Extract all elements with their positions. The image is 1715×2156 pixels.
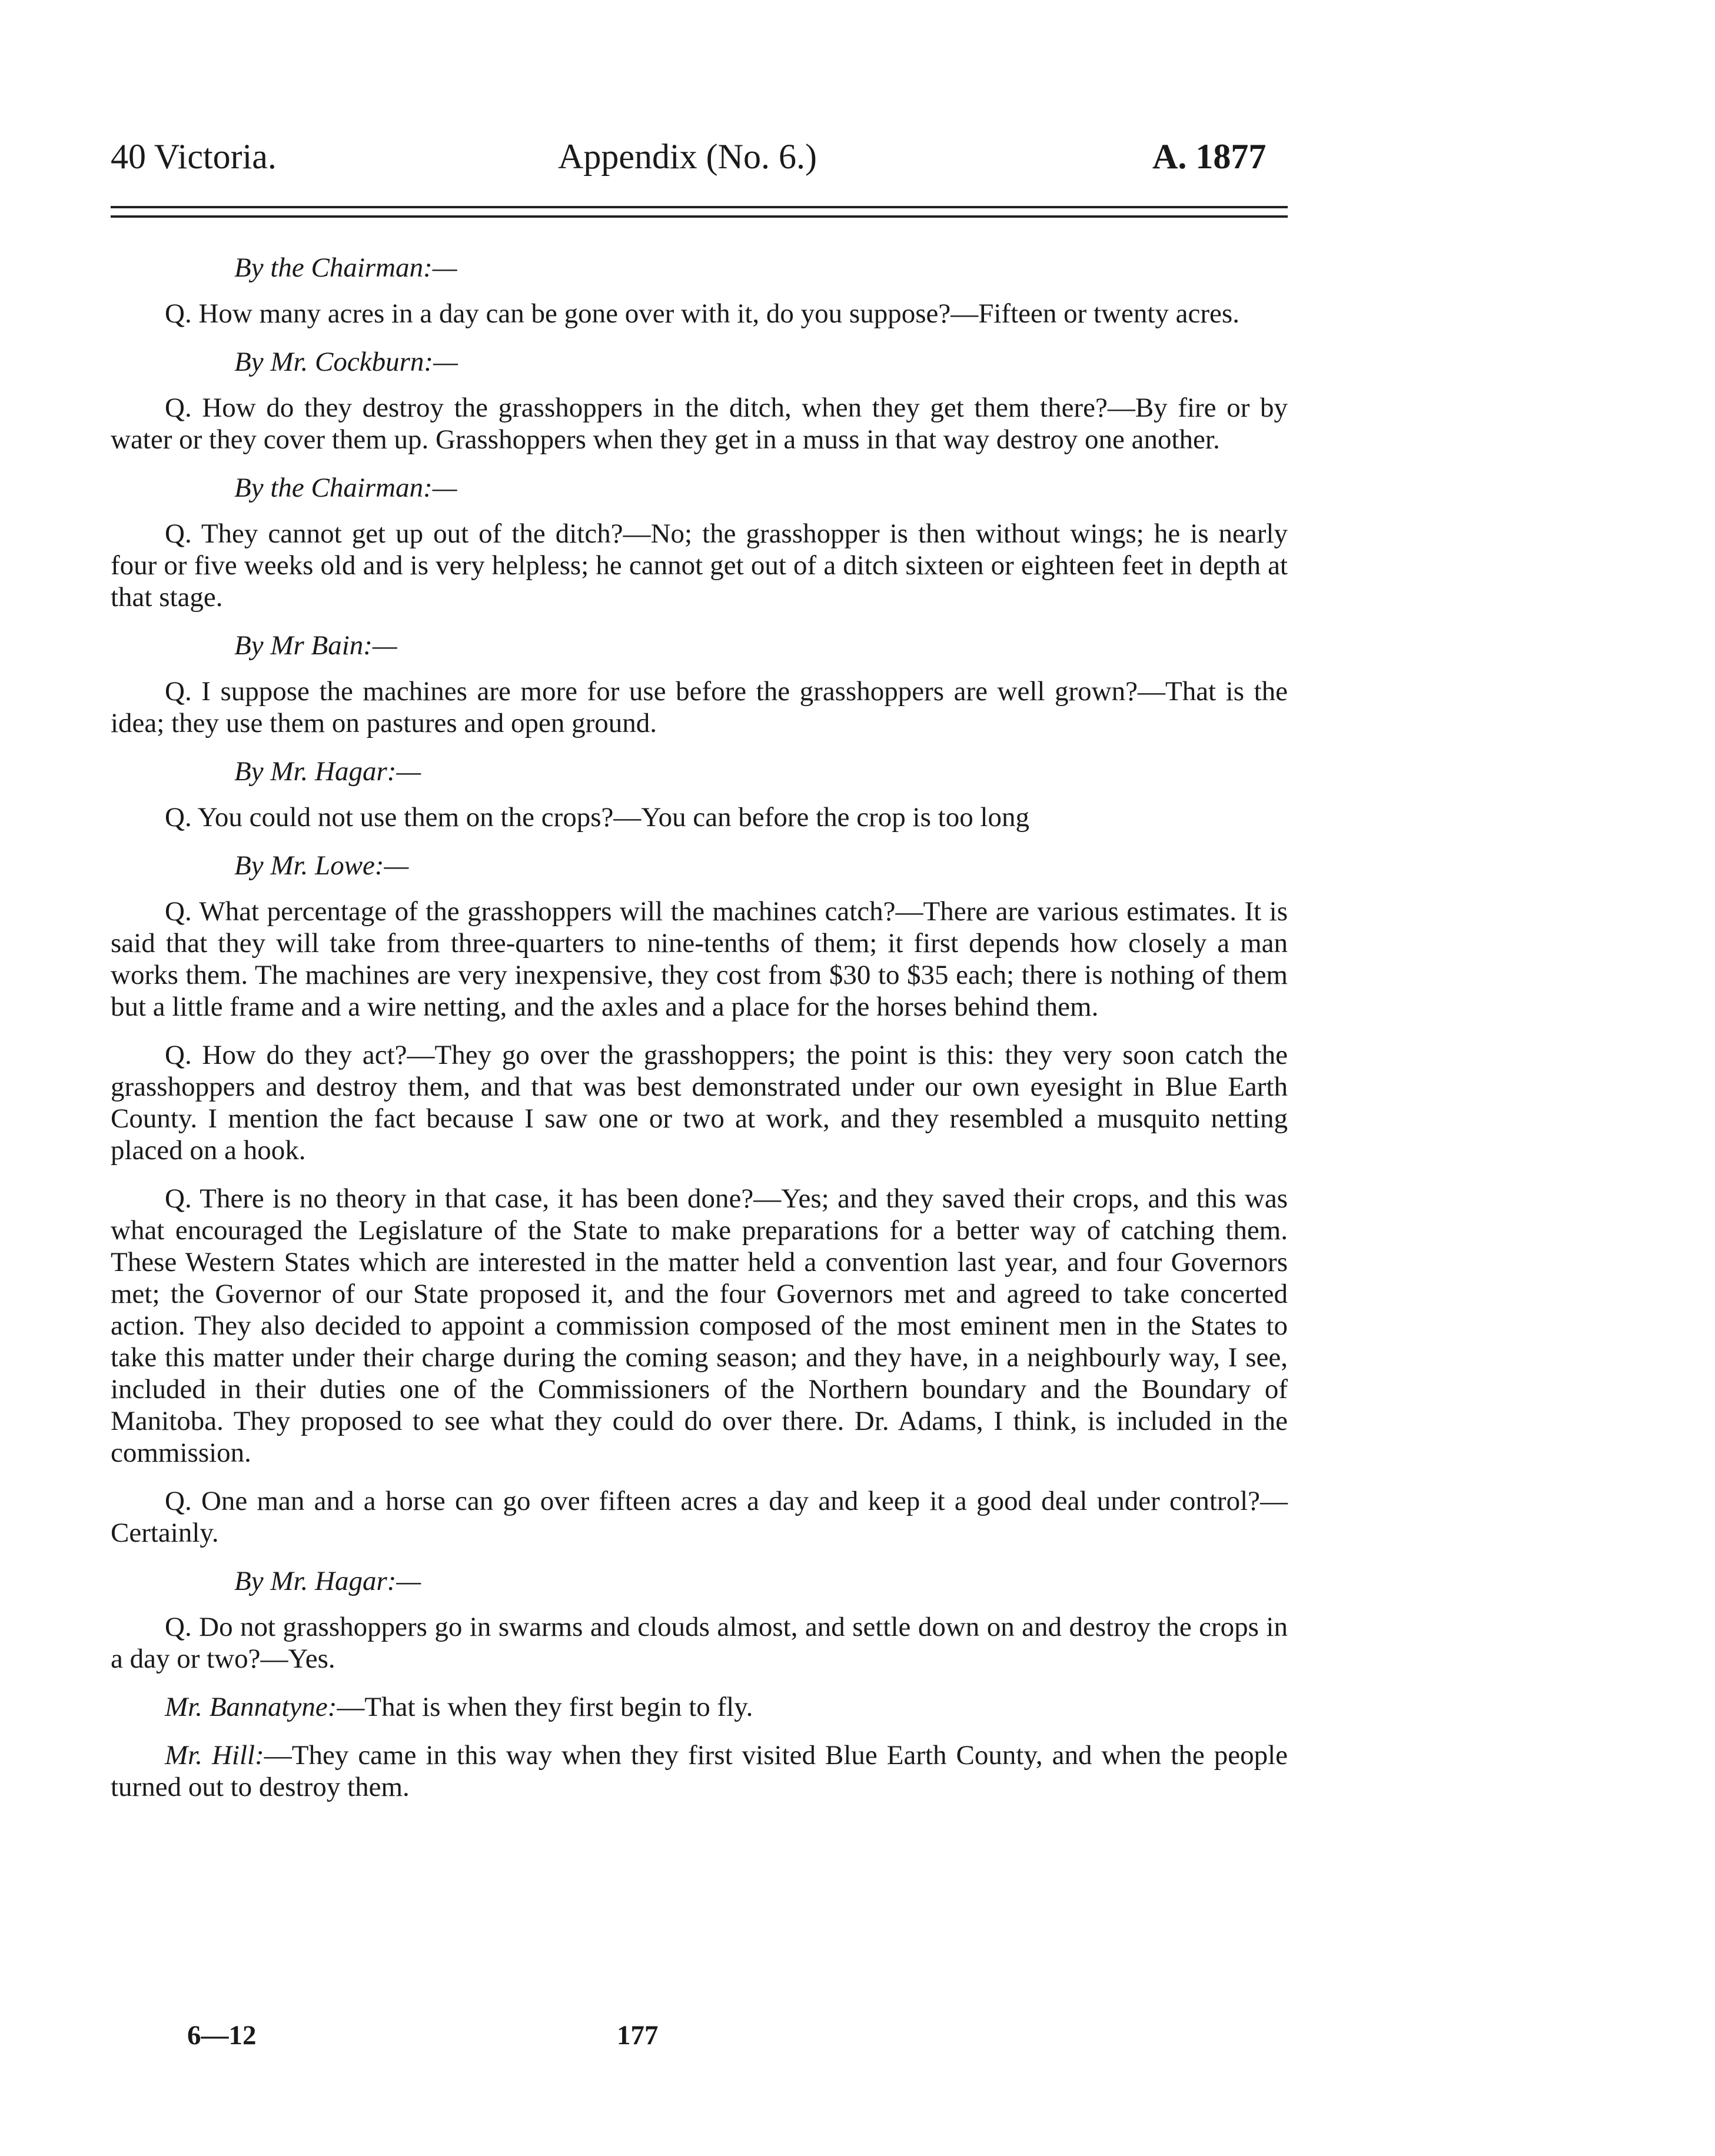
question-paragraph: Q. How many acres in a day can be gone over with it, do you suppose?—Fifteen or twenty acres.: [165, 298, 1239, 329]
statement-text: —They came in this way when they first visited Blue Earth County, and when the people turned out to destroy them.: [111, 1740, 1288, 1802]
speaker-heading: By the Chairman:—: [234, 473, 457, 503]
question-paragraph: Q. What percentage of the grasshoppers will the machines catch?—There are various estimates. It is said that they will take from three-quarters to nine-tenths of them; it first depends how closely a man works them. The machines are very inexpensive, they cost from $30 to $35 each; there is nothing of them but a little frame and a wire netting, and the axles and a place for the horses behind them.: [111, 896, 1288, 1022]
question-paragraph: Q. They cannot get up out of the ditch?—No; the grasshopper is then without wings; he is nearly four or five weeks old and is very helpless; he cannot get out of a ditch sixteen or eighteen feet in depth at that stage.: [111, 518, 1288, 613]
speaker-heading: By Mr. Hagar:—: [234, 756, 421, 787]
question-paragraph: Q. How do they destroy the grasshoppers in the ditch, when they get them there?—By fire or by water or they cover them up. Grasshoppers when they get in a muss in that way destroy one another.: [111, 392, 1288, 455]
statement-speaker: Mr. Bannatyne:: [165, 1692, 337, 1722]
header-left: 40 Victoria.: [111, 137, 277, 176]
question-paragraph: Q. One man and a horse can go over fifteen acres a day and keep it a good deal under control?—Certainly.: [111, 1486, 1288, 1548]
speaker-heading: By Mr Bain:—: [234, 630, 397, 661]
header-rule-bottom: [111, 215, 1288, 218]
question-paragraph: Q. You could not use them on the crops?—You can before the crop is too long: [165, 802, 1030, 833]
question-paragraph: Q. There is no theory in that case, it has been done?—Yes; and they saved their crops, and this was what encouraged the Legislature of the State to make preparations for a better way of catching them. These Western States which are interested in the matter held a convention last year, and four Governors met; the Governor of our State proposed it, and the four Governors met and agreed to take concerted action. They also decided to appoint a commission composed of the most eminent men in the States to take this matter under their charge during the coming season; and they have, in a neighbourly way, I see, included in their duties one of the Commissioners of the Northern boundary and the Boundary of Manitoba. They proposed to see what they could do over there. Dr. Adams, I think, is included in the commission.: [111, 1183, 1288, 1468]
speaker-heading: By Mr. Lowe:—: [234, 850, 409, 881]
speaker-heading: By Mr. Hagar:—: [234, 1566, 421, 1596]
page-header: [111, 137, 1288, 184]
signature-mark: 6—12: [187, 2020, 257, 2051]
page-number: 177: [617, 2020, 659, 2051]
header-right: A. 1877: [1152, 137, 1267, 176]
speaker-heading: By the Chairman:—: [234, 252, 457, 283]
question-paragraph: Q. How do they act?—They go over the grasshoppers; the point is this: they very soon catch the grasshoppers and destroy them, and that was best demonstrated under our own eyesight in Blue Earth County. I mention the fact because I saw one or two at work, and they resembled a musquito netting placed on a hook.: [111, 1040, 1288, 1166]
statement-paragraph: [111, 1691, 1288, 1723]
page-body: [111, 235, 1288, 1819]
statement-speaker: Mr. Hill:: [165, 1740, 264, 1771]
header-center: Appendix (No. 6.): [558, 137, 817, 176]
speaker-heading: By Mr. Cockburn:—: [234, 347, 458, 377]
statement-paragraph: [111, 1739, 1288, 1803]
question-paragraph: Q. I suppose the machines are more for use before the grasshoppers are well grown?—That is the idea; they use them on pastures and open ground.: [111, 676, 1288, 738]
question-paragraph: Q. Do not grasshoppers go in swarms and clouds almost, and settle down on and destroy the crops in a day or two?—Yes.: [111, 1612, 1288, 1674]
header-rule-top: [111, 206, 1288, 208]
statement-text: —That is when they first begin to fly.: [337, 1692, 753, 1722]
